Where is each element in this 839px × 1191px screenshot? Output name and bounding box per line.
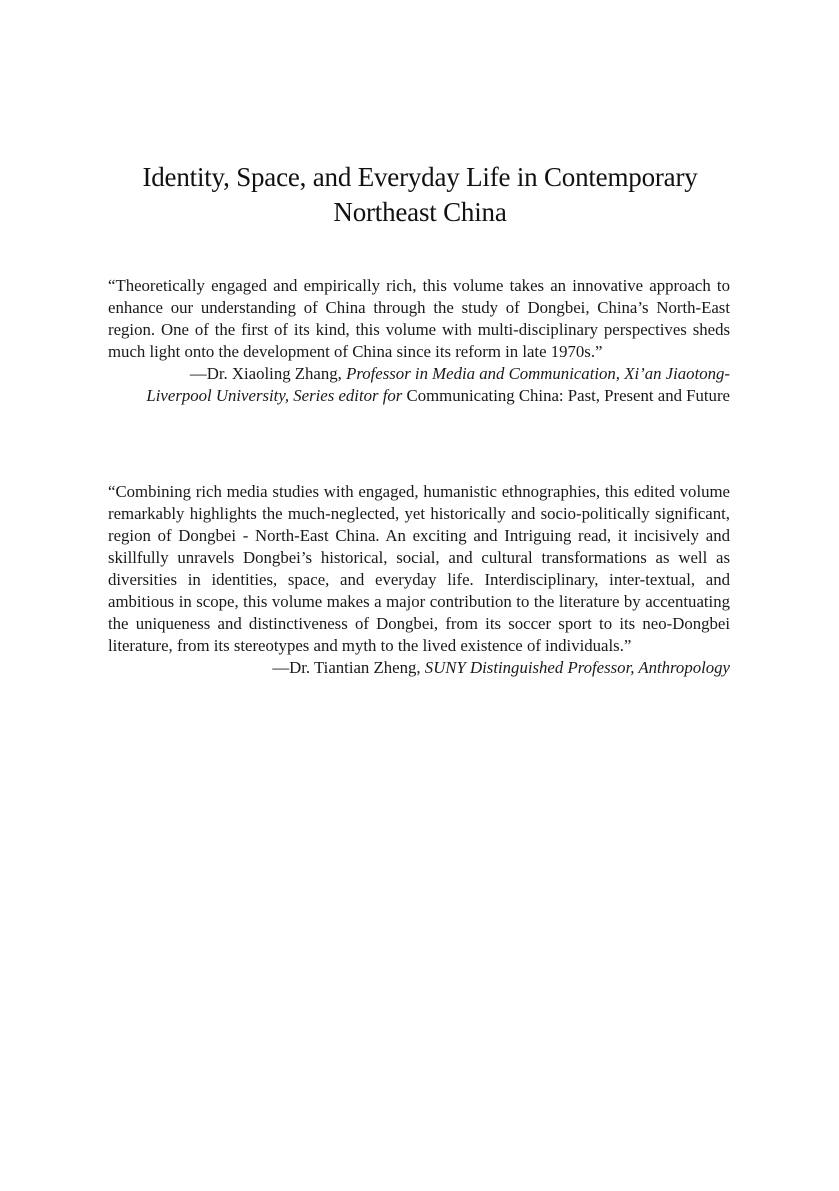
series-title: Communicating China: Past, Present and Future bbox=[406, 386, 730, 405]
book-title-line-1: Identity, Space, and Everyday Life in Contemporary bbox=[142, 162, 698, 192]
endorsement-zhang bbox=[108, 275, 730, 407]
endorser-role: Professor in Media and Communication, Xi’an Jiaotong-Liverpool University, Series editor for bbox=[146, 364, 730, 405]
endorsement-attribution bbox=[108, 657, 730, 679]
endorsement-quote: “Combining rich media studies with engaged, humanistic ethnographies, this edited volume remarkably highlights the much-neglected, yet historically and socio-politically significant, region of Dongbei - North-East China. An exciting and Intriguing read, it incisively and skillfully unravels Dongbei’s historical, social, and cultural transformations as well as diversities in identities, space, and everyday life. Interdisciplinary, inter-textual, and ambitious in scope, this volume makes a major contribution to the literature by accentuating the uniqueness and distinctiveness of Dongbei, from its soccer sport to its neo-Dongbei literature, from its stereotypes and myth to the lived existence of individuals.” bbox=[108, 482, 730, 655]
endorsement-attribution bbox=[108, 363, 730, 407]
endorser-name: —Dr. Xiaoling Zhang, bbox=[189, 364, 342, 383]
endorsement-quote: “Theoretically engaged and empirically rich, this volume takes an innovative approach to enhance our understanding of China through the study of Dongbei, China’s North-East region. One of the first of its kind, this volume with multi-disciplinary perspectives sheds much light onto the development of China since its reform in late 1970s.” bbox=[108, 276, 730, 361]
endorser-name: —Dr. Tiantian Zheng, bbox=[272, 658, 421, 677]
endorsement-zheng bbox=[108, 481, 730, 679]
book-title-line-2: Northeast China bbox=[333, 197, 507, 227]
book-title bbox=[90, 160, 750, 230]
endorser-role: SUNY Distinguished Professor, Anthropology bbox=[424, 658, 730, 677]
